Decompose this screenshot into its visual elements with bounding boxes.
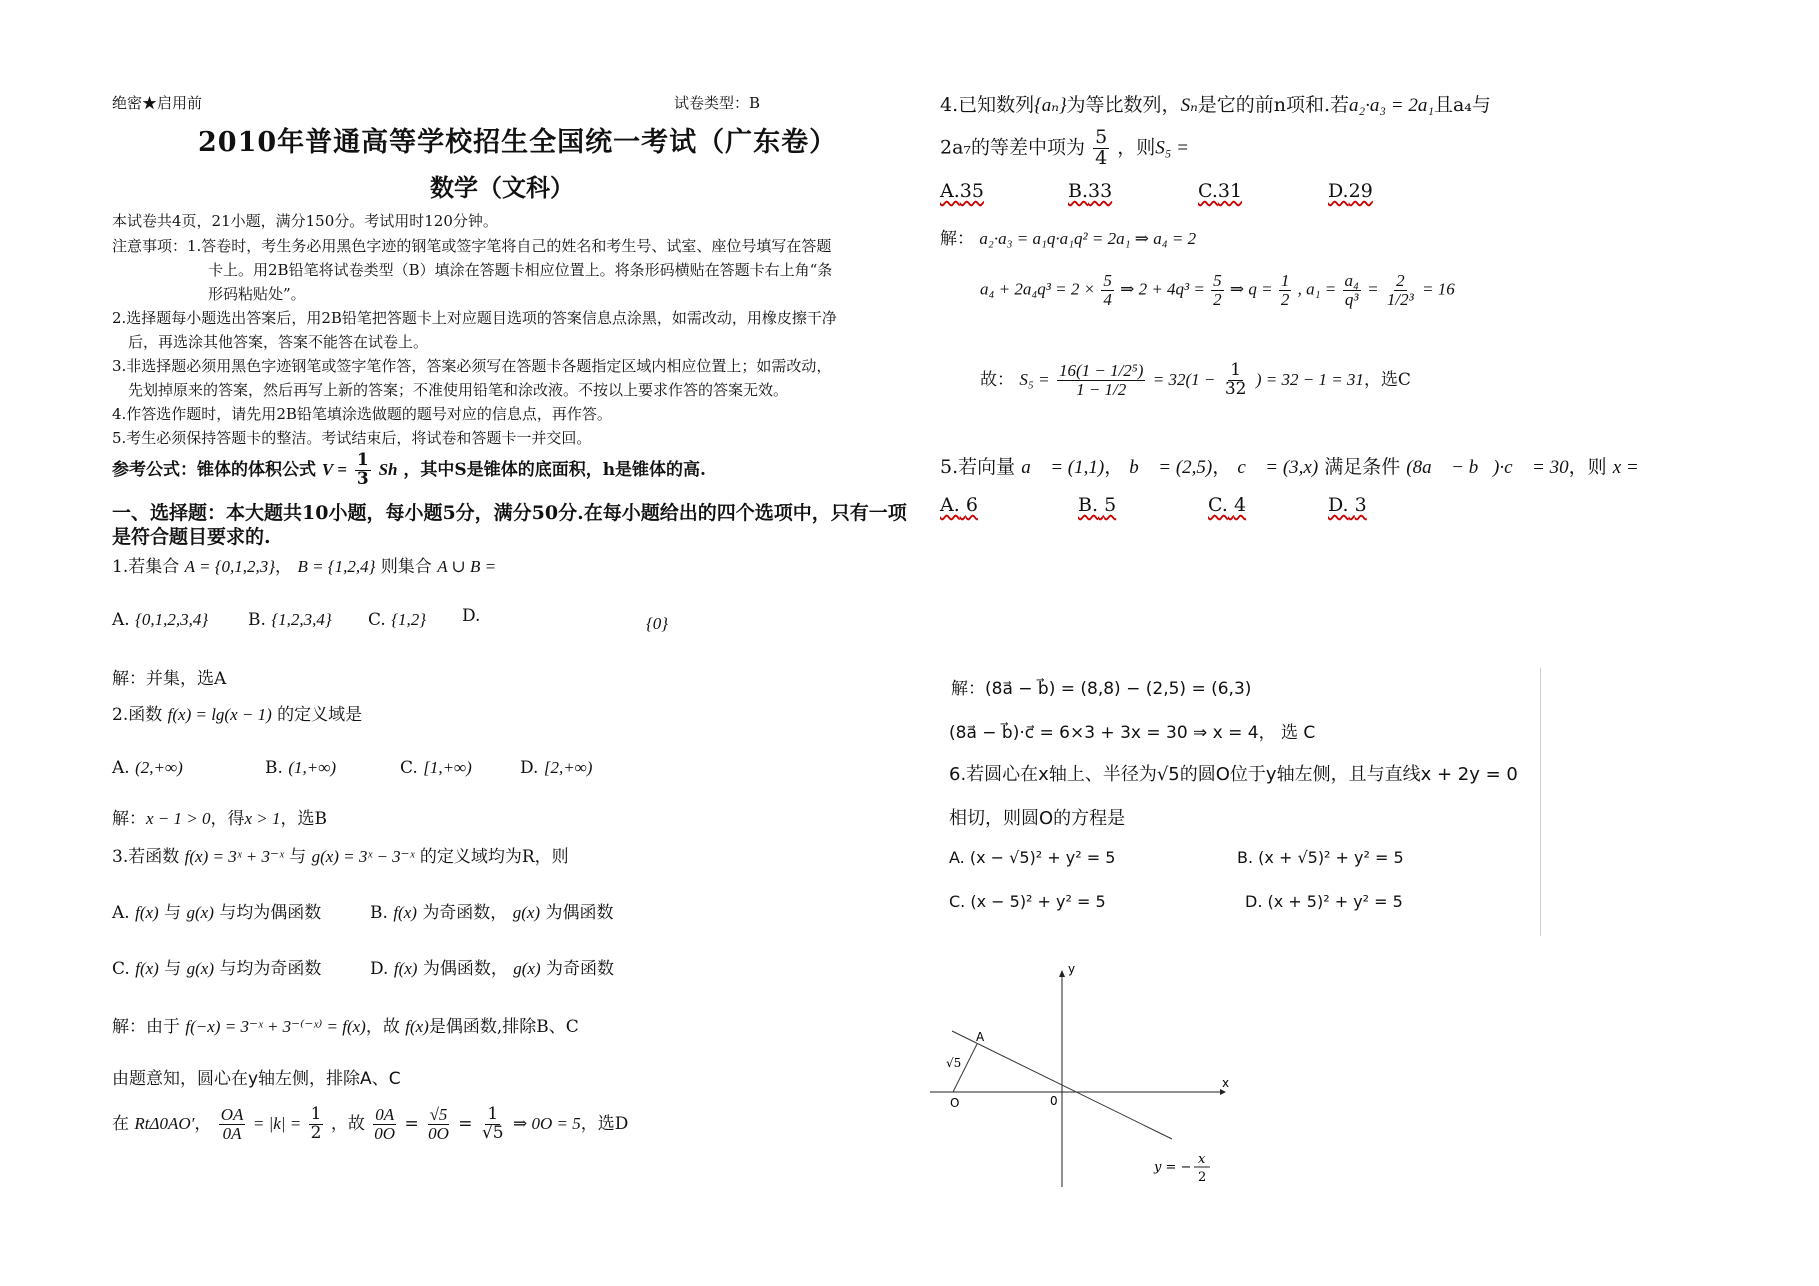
q3-option-b: B. f(x) 为奇函数， g(x) 为偶函数 [370, 903, 614, 923]
point-a-label: A [976, 1030, 985, 1044]
q5-option-b: B. 5 [1078, 494, 1117, 516]
y-axis-arrow [1059, 970, 1065, 977]
page-title: 2010年普通高等学校招生全国统一考试（广东卷） [198, 127, 838, 158]
instruction-line: 2.选择题每小题选出答案后，用2B铅笔把答题卡上对应题目选项的答案信息点涂黑，如需改动，用橡皮擦干净 [112, 309, 837, 327]
shot-q6-option-a: A. (x − √5)² + y² = 5 [949, 848, 1116, 867]
instruction-line: 4.作答选作题时，请先用2B铅笔填涂选做题的题号对应的信息点，再作答。 [112, 405, 612, 423]
q5-option-a: A. 6 [940, 494, 978, 516]
q1-option-b: B. {1,2,3,4} [248, 610, 332, 630]
q4-solution-3: 故： S₅ = $\frac{\text{16(1 − 1/2⁵)}}{1 - 1/2}$ = 32(1 − $\frac{1}{32}$ ) = 32 − 1 = 31，选C [980, 360, 1411, 399]
q4-option-d: D.29 [1328, 180, 1373, 202]
instruction-line: 3.非选择题必须用黑色字迹钢笔或签字笔作答，答案必须写在答题卡各题指定区域内相应位置上；如需改动， [112, 357, 832, 375]
shot-solution-2: (8a⃗ − b⃗)·c⃗ = 6×3 + 3x = 30 ⇒ x = 4， 选 C [949, 723, 1316, 743]
q4-option-a: A.35 [940, 180, 984, 202]
q1-option-d-label: D. [462, 606, 481, 626]
q2-option-a: A. (2,+∞) [112, 758, 183, 778]
q4-solution-1: 解： a₂·a₃ = a₁q·a₁q² = 2a₁ ⇒ a₄ = 2 [940, 229, 1197, 249]
q6-solution-line1: 由题意知，圆心在y轴左侧，排除A、C [112, 1069, 401, 1089]
q5-option-c: C. 4 [1208, 494, 1247, 516]
q1-solution: 解：并集，选A [112, 669, 227, 689]
shot-q6-line2: 相切，则圆O的方程是 [949, 808, 1126, 829]
point-o-label: O [950, 1096, 960, 1110]
question-4-cont: 2a₇的等差中项为 $\frac{5}{4}$ ，则S₅ = [940, 126, 1189, 169]
origin-label: 0 [1050, 1094, 1058, 1108]
instruction-line: 5.考生必须保持答题卡的整洁。考试结束后，将试卷和答题卡一并交回。 [112, 429, 592, 447]
formula-sh: Sh [378, 459, 398, 479]
question-1: 1.若集合 A = {0,1,2,3}， B = {1,2,4} 则集合 A ∪ B = [112, 557, 497, 577]
q2-option-d: D. [2,+∞) [520, 758, 593, 778]
instruction-line: 后，再选涂其他答案，答案不能答在试卷上。 [128, 333, 429, 351]
formula-suffix: ，其中S是锥体的底面积，h是锥体的高. [403, 459, 706, 480]
q4-solution-2: a₄ + 2a₄q³ = 2 × $\frac{5}{4}$ ⇒ 2 + 4q³ = $\frac{5}{2}$ ⇒ q = $\frac{1}{2}$ , a₁ = $\frac{\text{a₄}}{\text{q³}}$ = $\frac{2}{\text{1/2³}}$ = 16 [980, 271, 1455, 309]
shot-q6-option-d: D. (x + 5)² + y² = 5 [1245, 892, 1403, 911]
q3-solution: 解：由于 f(−x) = 3⁻ˣ + 3⁻⁽⁻ˣ⁾ = f(x)，故 f(x)是偶函数,排除B、C [112, 1017, 579, 1037]
page-subtitle: 数学（文科） [430, 173, 574, 202]
line-equation-label: y = − [1154, 1160, 1192, 1175]
section-heading: 一、选择题：本大题共10小题，每小题5分，满分50分.在每小题给出的四个选项中，只有一项 [112, 502, 907, 524]
radius-label: √5 [946, 1056, 962, 1070]
q2-option-c: C. [1,+∞) [400, 758, 472, 778]
question-4: 4.已知数列{aₙ}为等比数列，Sₙ是它的前n项和.若a₂·a₃ = 2a₁且a₄与 [940, 94, 1491, 116]
coordinate-figure [920, 965, 1230, 1197]
line-equation-den: 2 [1198, 1170, 1207, 1185]
q1-option-d-value: {0} [646, 614, 669, 633]
instruction-line: 形码粘贴处”。 [208, 285, 306, 303]
formula-fraction: $\frac{1}{3}$ [356, 450, 369, 489]
instruction-line: 注意事项：1.答卷时，考生务必用黑色字迹的钢笔或签字笔将自己的姓名和考生号、试室、座位号填写在答题 [112, 237, 832, 255]
q1-option-a: A. {0,1,2,3,4} [112, 610, 209, 630]
instruction-line: 先划掉原来的答案，然后再写上新的答案；不准使用铅笔和涂改液。不按以上要求作答的答案无效。 [128, 381, 789, 399]
q2-option-b: B. (1,+∞) [265, 758, 336, 778]
secret-label: 绝密★启用前 [112, 94, 203, 112]
paper-type: 试卷类型：B [674, 94, 761, 112]
q4-option-b: B.33 [1068, 180, 1113, 202]
y-axis-label: y [1068, 965, 1076, 976]
question-3: 3.若函数 f(x) = 3ˣ + 3⁻ˣ 与 g(x) = 3ˣ − 3⁻ˣ 的定义域均为R，则 [112, 847, 569, 867]
q1-option-c: C. {1,2} [368, 610, 427, 630]
q3-option-a: A. f(x) 与 g(x) 与均为偶函数 [112, 903, 322, 923]
q3-option-c: C. f(x) 与 g(x) 与均为奇函数 [112, 959, 322, 979]
q5-option-d: D. 3 [1328, 494, 1367, 516]
shot-q6-option-b: B. (x + √5)² + y² = 5 [1237, 848, 1404, 867]
q6-solution-line2: 在 RtΔ0AO′， $\frac{OA}{0A}$ = |k| = $\frac{1}{2}$ ，故 $\frac{0A}{0O}$ = $\frac{√5}{0O}$ = $\frac{1}{√5}$ ⇒ 0O = 5，选D [112, 1104, 629, 1143]
question-2: 2.函数 f(x) = lg(x − 1) 的定义域是 [112, 705, 363, 725]
formula-v: V = [321, 459, 347, 479]
shot-solution-1: 解：(8a⃗ − b⃗) = (8,8) − (2,5) = (6,3) [951, 679, 1252, 699]
q2-solution: 解：x − 1 > 0，得x > 1，选B [112, 809, 328, 829]
embedded-screenshot [945, 668, 1541, 936]
section-heading-cont: 是符合题目要求的. [112, 526, 271, 548]
instruction-line: 卡上。用2B铅笔将试卷类型（B）填涂在答题卡相应位置上。将条形码横贴在答题卡右上角“条 [208, 261, 833, 279]
x-axis-label: x [1222, 1076, 1230, 1090]
line-equation-num: x [1198, 1152, 1206, 1167]
shot-q6-option-c: C. (x − 5)² + y² = 5 [949, 892, 1106, 911]
reference-formula [112, 452, 706, 489]
q3-option-d: D. f(x) 为偶函数， g(x) 为奇函数 [370, 959, 615, 979]
formula-prefix: 参考公式：锥体的体积公式 [112, 459, 316, 480]
question-5: 5.若向量 a⃗ = (1,1)， b⃗ = (2,5)， c⃗ = (3,x) 满足条件 (8a⃗ − b⃗)·c⃗ = 30，则 x = [940, 456, 1639, 478]
shot-q6-line1: 6.若圆心在x轴上、半径为√5的圆O位于y轴左侧，且与直线x + 2y = 0 [949, 764, 1518, 785]
instructions-intro: 本试卷共4页，21小题，满分150分。考试用时120分钟。 [112, 212, 498, 230]
q4-option-c: C.31 [1198, 180, 1243, 202]
